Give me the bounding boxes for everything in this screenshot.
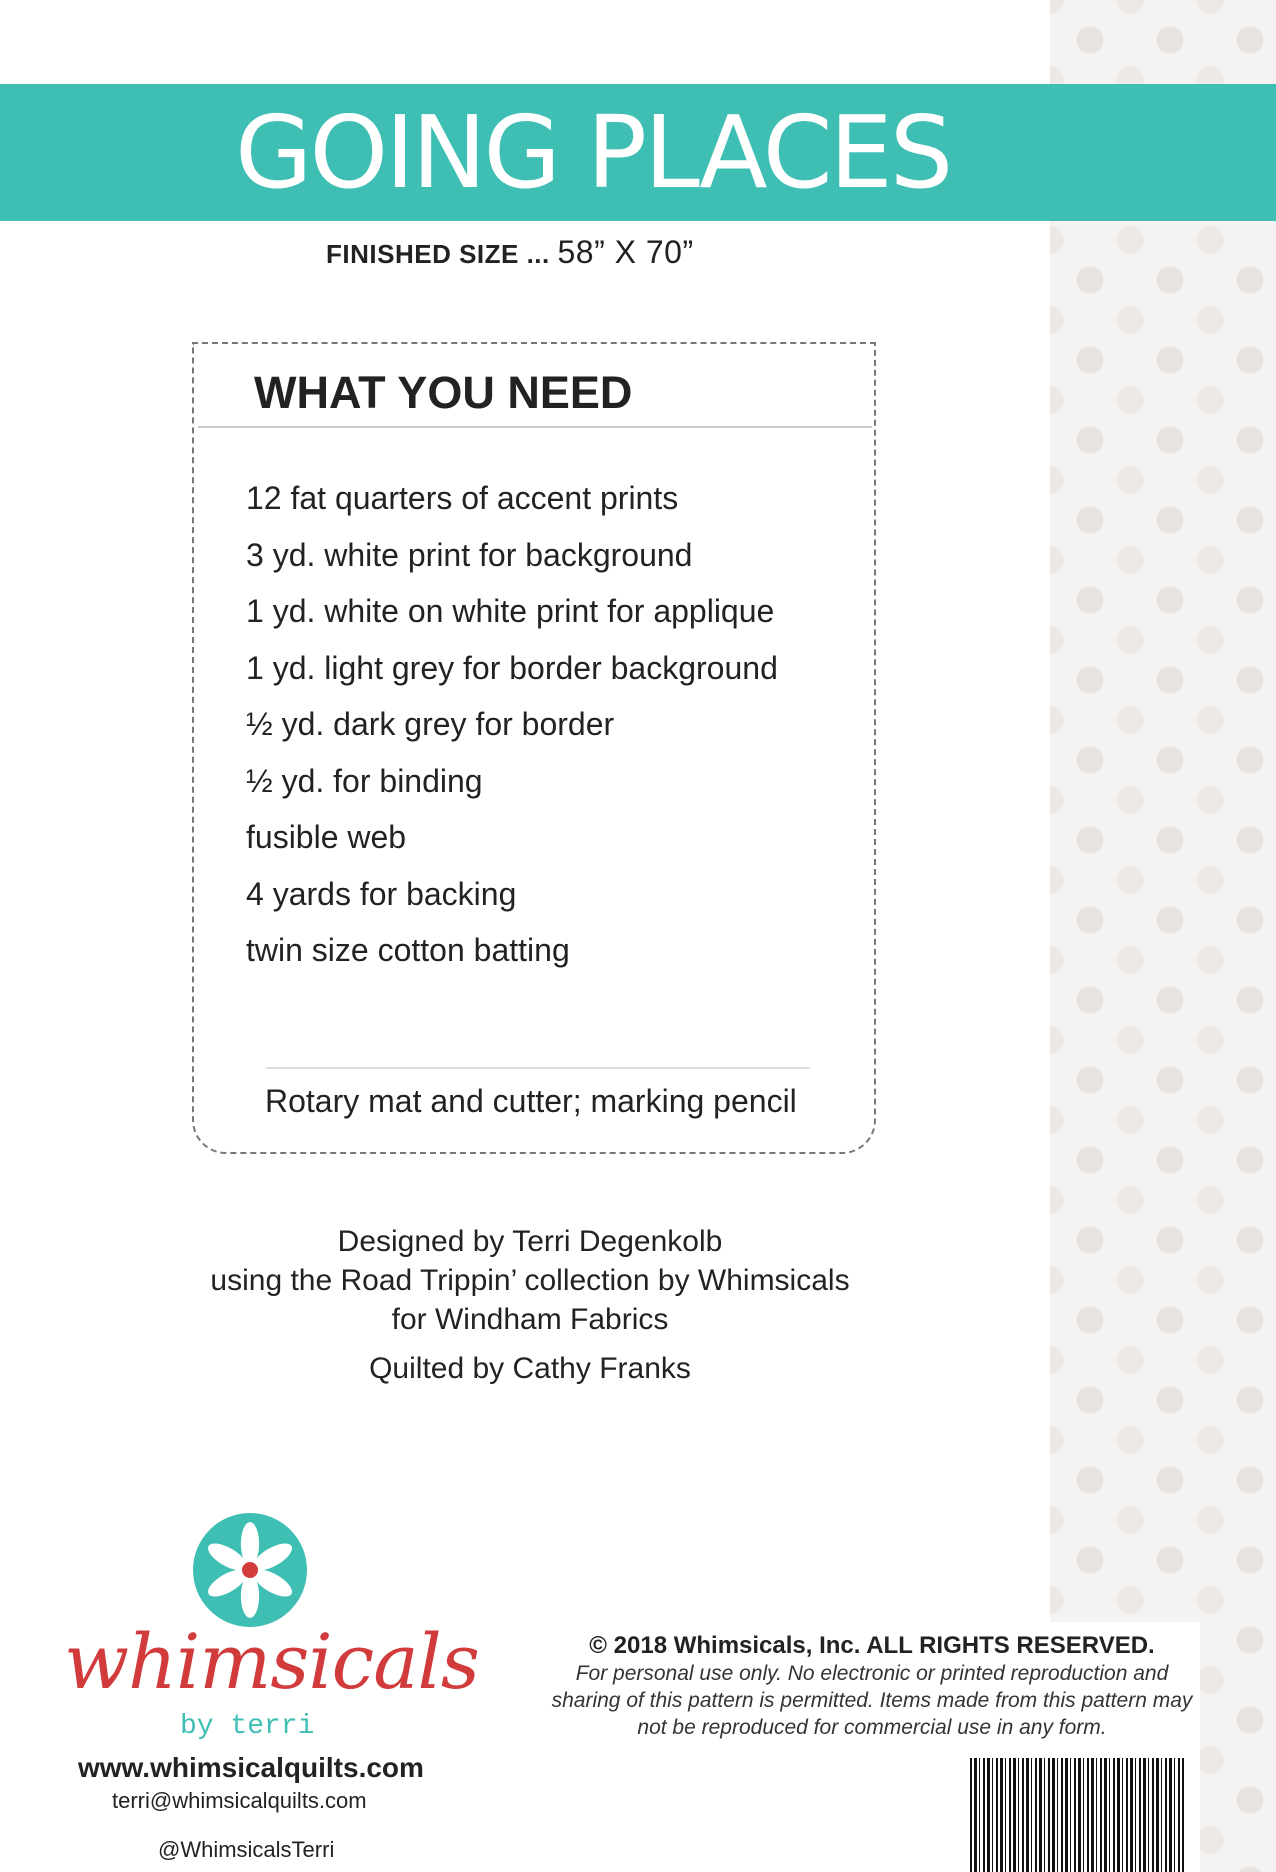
copyright-line: © 2018 Whimsicals, Inc. ALL RIGHTS RESERVED. [589,1632,1155,1659]
supply-item: fusible web [246,819,407,855]
brand-logo-wordmark: whimsicals [64,1617,479,1706]
quilter-credit: Quilted by Cathy Franks [369,1352,691,1385]
supply-item: 12 fat quarters of accent prints [246,480,679,516]
collection-credit: using the Road Trippin’ collection by Whimsicals [210,1264,850,1297]
supply-item: 3 yd. white print for background [246,536,693,573]
barcode [970,1758,1184,1872]
brand-logo-byline: by terri [180,1711,315,1742]
what-you-need-heading: WHAT YOU NEED [254,367,633,418]
supply-item: ½ yd. dark grey for border [246,706,615,742]
finished-size [326,232,746,272]
credits-block [150,1222,910,1388]
supply-item: 1 yd. white on white print for applique [246,593,775,629]
supply-list [246,470,778,979]
supply-item: ½ yd. for binding [246,762,483,799]
supply-item: twin size cotton batting [246,932,570,968]
social-handle: @WhimsicalsTerri [158,1837,335,1862]
manufacturer-credit: for Windham Fabrics [391,1303,669,1336]
copyright-notice: For personal use only. No electronic or printed reproduction and sharing of this pattern is permitted. Items made from this pattern may not be reproduced for commercial use in any form. [551,1662,1193,1739]
heading-divider [198,426,872,428]
tools-divider [266,1067,810,1069]
supply-item: 1 yd. light grey for border background [246,649,778,686]
finished-size-value: 58” X 70” [557,234,694,270]
tools-needed: Rotary mat and cutter; marking pencil [265,1083,797,1119]
daisy-logo-icon [193,1513,307,1627]
polka-dot-side-panel [1050,0,1276,1872]
website-link[interactable]: www.whimsicalquilts.com [78,1752,424,1783]
finished-size-label: FINISHED SIZE ... [326,239,550,269]
designer-credit: Designed by Terri Degenkolb [337,1225,723,1258]
email-link[interactable]: terri@whimsicalquilts.com [112,1788,367,1813]
pattern-title: GOING PLACES [235,94,951,211]
supply-item: 4 yards for backing [246,875,517,912]
